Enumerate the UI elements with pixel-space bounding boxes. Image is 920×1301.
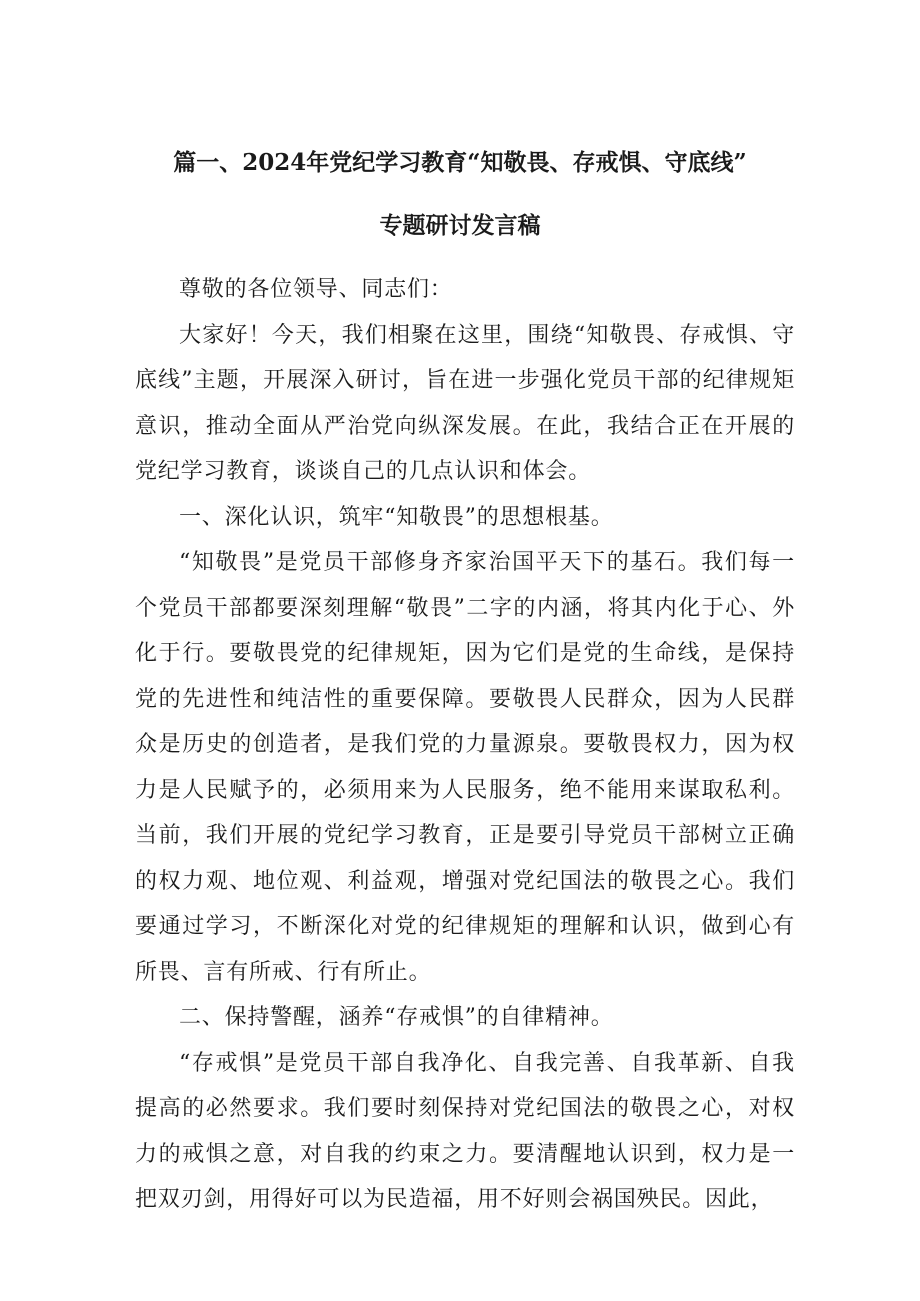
section-paragraph-1: “知敬畏”是党员干部修身齐家治国平天下的基石。我们每一个党员干部都要深刻理解“敬畏”二字的内涵，将其内化于心、外化于行。要敬畏党的纪律规矩，因为它们是党的生命线，是保持党的先进性和纯洁性的重要保障。要敬畏人民群众，因为人民群众是历史的创造者，是我们党的力量源泉。要敬畏权力，因为权力是人民赋予的，必须用来为人民服务，绝不能用来谋取私利。当前，我们开展的党纪学习教育，正是要引导党员干部树立正确的权力观、地位观、利益观，增强对党纪国法的敬畏之心。我们要通过学习，不断深化对党的纪律规矩的理解和认识，做到心有所畏、言有所戒、行有所止。 (135, 550, 795, 985)
salutation-paragraph: 尊敬的各位领导、同志们： (179, 277, 453, 302)
document-title-line1: 篇一、2024年党纪学习教育“知敬畏、存戒惧、守底线” (173, 149, 747, 176)
intro-paragraph: 大家好！今天，我们相聚在这里，围绕“知敬畏、存戒惧、守底线”主题，开展深入研讨，旨在进一步强化党员干部的纪律规矩意识，推动全面从严治党向纵深发展。在此，我结合正在开展的党纪学习教育，谈谈自己的几点认识和体会。 (135, 322, 795, 484)
section-heading-2: 二、保持警醒，涵养“存戒惧”的自律精神。 (179, 1005, 614, 1030)
document-title-line2: 专题研讨发言稿 (379, 212, 541, 239)
document-body (135, 267, 795, 1223)
section-heading-1: 一、深化认识，筑牢“知敬畏”的思想根基。 (179, 504, 614, 530)
section-paragraph-2: “存戒惧”是党员干部自我净化、自我完善、自我革新、自我提高的必然要求。我们要时刻保持对党纪国法的敬畏之心，对权力的戒惧之意，对自我的约束之力。要清醒地认识到，权力是一把双刃剑，用得好可以为民造福，用不好则会祸国殃民。因此， (135, 1050, 795, 1212)
